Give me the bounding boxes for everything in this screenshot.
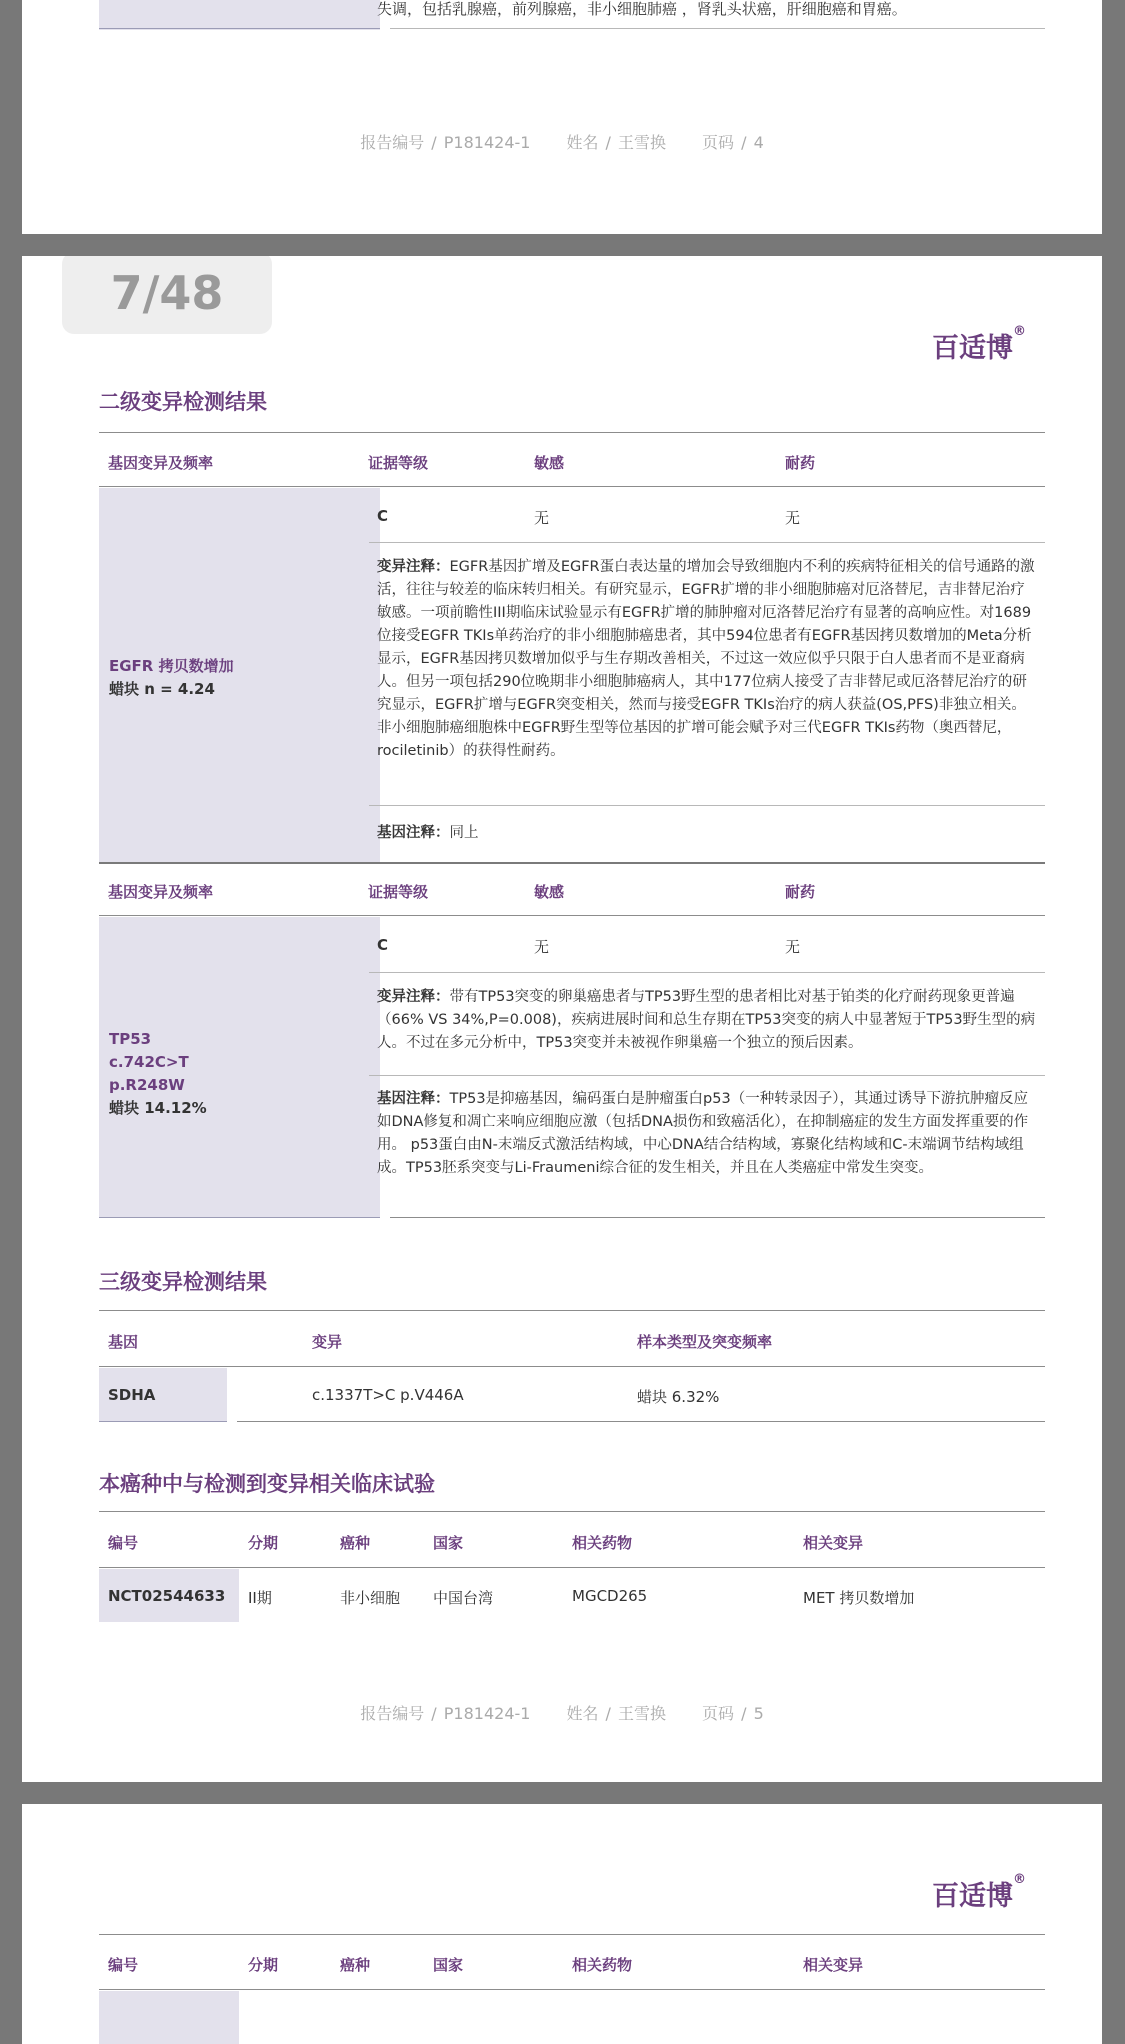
resistant-value: 无 bbox=[785, 509, 801, 527]
divider bbox=[99, 1421, 227, 1422]
section-title-level3: 三级变异检测结果 bbox=[99, 1270, 267, 1294]
col-header-resistant: 耐药 bbox=[785, 454, 816, 472]
gene-label-cell bbox=[99, 917, 380, 1217]
page-number: 页码 / 5 bbox=[702, 1704, 764, 1723]
variant-annotation: 变异注释：EGFR基因扩增及EGFR蛋白表达量的增加会导致细胞内不利的疾病特征相关的信号通路的激活，往往与较差的临床转归相关。有研究显示，EGFR扩增的非小细胞肺癌对厄洛替尼，吉非替尼治疗敏感。一项前瞻性III期临床试验显示有EGFR扩增的肺肿瘤对厄洛替尼治疗有显著的高响应性。对1689位接受EGFR TKIs单药治疗的非小细胞肺癌患者，其中594位患者有EGFR基因拷贝数增加的Meta分析显示，EGFR基因拷贝数增加似乎与生存期改善相关，不过这一效应似乎只限于白人患者而不是亚裔病人。但另一项包括290位晚期非小细胞肺癌病人，其中177位病人接受了吉非替尼或厄洛替尼治疗的研究显示，EGFR扩增与EGFR突变相关，然而与接受EGFR TKIs治疗的病人获益(OS,PFS)非独立相关。非小细胞肺癌细胞株中EGFR野生型等位基因的扩增可能会赋予对三代EGFR TKIs药物（奥西替尼，rociletinib）的获得性耐药。 bbox=[377, 559, 1035, 759]
col-header-variant: 相关变异 bbox=[803, 1534, 864, 1552]
page-footer bbox=[22, 130, 1102, 153]
trial-phase: II期 bbox=[248, 1589, 272, 1607]
company-logo: 百适博® bbox=[932, 1872, 1026, 1912]
divider bbox=[99, 486, 1045, 487]
divider bbox=[99, 1511, 1045, 1512]
trial-country: 中国台湾 bbox=[433, 1589, 494, 1607]
col-header-phase: 分期 bbox=[248, 1956, 279, 1974]
variant-annotation: 变异注释：带有TP53突变的卵巢癌患者与TP53野生型的患者相比对基于铂类的化疗耐药现象更普遍（66% VS 34%,P=0.008)，疾病进展时间和总生存期在TP53突变的病人中显著短于TP53野生型的病人。不过在多元分析中，TP53突变并未被视作卵巢癌一个独立的预后因素。 bbox=[377, 989, 1036, 1051]
page-number: 页码 / 4 bbox=[702, 133, 764, 152]
trial-cancer: 非小细胞 bbox=[340, 1589, 401, 1607]
divider bbox=[99, 915, 1045, 916]
col-header-sensitive: 敏感 bbox=[534, 883, 565, 901]
gene-annotation: 基因注释：同上 bbox=[377, 825, 479, 841]
divider bbox=[99, 1989, 1045, 1990]
variant-value: c.1337T>C p.V446A bbox=[312, 1386, 464, 1404]
col-header-id: 编号 bbox=[108, 1956, 139, 1974]
divider bbox=[237, 1421, 1045, 1422]
divider bbox=[99, 28, 380, 29]
col-header-id: 编号 bbox=[108, 1534, 139, 1552]
evidence-level: C bbox=[377, 936, 389, 954]
page-indicator: 7/48 bbox=[62, 256, 272, 334]
sample-value: 蜡块 6.32% bbox=[637, 1388, 720, 1406]
col-header-evidence: 证据等级 bbox=[368, 883, 429, 901]
divider bbox=[369, 1075, 1045, 1076]
gene-label-tp53: TP53 c.742C>T p.R248W 蜡块 14.12% bbox=[109, 1030, 207, 1117]
col-header-gene: 基因变异及频率 bbox=[108, 454, 214, 472]
gene-label-cell bbox=[99, 488, 380, 863]
divider bbox=[99, 1567, 1045, 1568]
trial-id-link[interactable]: NCT02544633 bbox=[108, 1587, 226, 1605]
gene-annotation: 基因注释：TP53是抑癌基因，编码蛋白是肿瘤蛋白p53（一种转录因子），其通过诱导下游抗肿瘤反应如DNA修复和凋亡来响应细胞应激（包括DNA损伤和致癌活化），在抑制癌症的发生方面发挥重要的作用。 p53蛋白由N-末端反式激活结构域，中心DNA结合结构域，寡聚化结构域和C-末端调节结构域组成。TP53胚系突变与Li-Fraumeni综合征的发生相关，并且在人类癌症中常发生突变。 bbox=[377, 1091, 1029, 1176]
evidence-level: C bbox=[377, 507, 389, 525]
gene-label-cell bbox=[99, 0, 380, 30]
col-header-evidence: 证据等级 bbox=[368, 454, 429, 472]
col-header-variant: 相关变异 bbox=[803, 1956, 864, 1974]
trial-drug: MGCD265 bbox=[572, 1587, 648, 1605]
col-header-sample: 样本类型及突变频率 bbox=[637, 1333, 773, 1351]
company-logo: 百适博® bbox=[932, 324, 1026, 364]
gene-sdha: SDHA bbox=[108, 1386, 156, 1404]
col-header-drug: 相关药物 bbox=[572, 1956, 633, 1974]
report-page-5 bbox=[22, 256, 1102, 1782]
divider bbox=[99, 1366, 1045, 1367]
section-title-trials: 本癌种中与检测到变异相关临床试验 bbox=[99, 1472, 435, 1496]
col-header-variant: 变异 bbox=[312, 1333, 343, 1351]
col-header-drug: 相关药物 bbox=[572, 1534, 633, 1552]
col-header-phase: 分期 bbox=[248, 1534, 279, 1552]
col-header-gene: 基因变异及频率 bbox=[108, 883, 214, 901]
divider bbox=[390, 28, 1045, 29]
divider bbox=[369, 542, 1045, 543]
gene-label-egfr: EGFR 拷贝数增加 蜡块 n = 4.24 bbox=[109, 657, 234, 698]
col-header-sensitive: 敏感 bbox=[534, 454, 565, 472]
col-header-gene: 基因 bbox=[108, 1333, 139, 1351]
sensitive-value: 无 bbox=[534, 509, 550, 527]
resistant-value: 无 bbox=[785, 938, 801, 956]
divider bbox=[390, 1217, 1045, 1218]
patient-name: 姓名 / 王雪换 bbox=[566, 133, 667, 152]
col-header-resistant: 耐药 bbox=[785, 883, 816, 901]
sensitive-value: 无 bbox=[534, 938, 550, 956]
page-footer bbox=[22, 1701, 1102, 1724]
page4-tail-text: 失调，包括乳腺癌，前列腺癌，非小细胞肺癌 ，肾乳头状癌，肝细胞癌和胃癌。 bbox=[377, 0, 907, 18]
col-header-country: 国家 bbox=[433, 1956, 464, 1974]
divider bbox=[99, 432, 1045, 433]
col-header-cancer: 癌种 bbox=[340, 1956, 371, 1974]
report-page-6 bbox=[22, 1804, 1102, 2044]
divider bbox=[99, 1310, 1045, 1311]
trial-variant: MET 拷贝数增加 bbox=[803, 1589, 915, 1607]
patient-name: 姓名 / 王雪换 bbox=[566, 1704, 667, 1723]
divider bbox=[369, 972, 1045, 973]
divider bbox=[99, 1217, 380, 1218]
col-header-cancer: 癌种 bbox=[340, 1534, 371, 1552]
report-page-4 bbox=[22, 0, 1102, 234]
table-row-label bbox=[99, 1991, 239, 2044]
divider bbox=[99, 1934, 1045, 1935]
divider bbox=[369, 805, 1045, 806]
report-number: 报告编号 / P181424-1 bbox=[360, 1704, 531, 1723]
report-number: 报告编号 / P181424-1 bbox=[360, 133, 531, 152]
divider bbox=[99, 862, 1045, 864]
col-header-country: 国家 bbox=[433, 1534, 464, 1552]
section-title-level2: 二级变异检测结果 bbox=[99, 390, 267, 414]
